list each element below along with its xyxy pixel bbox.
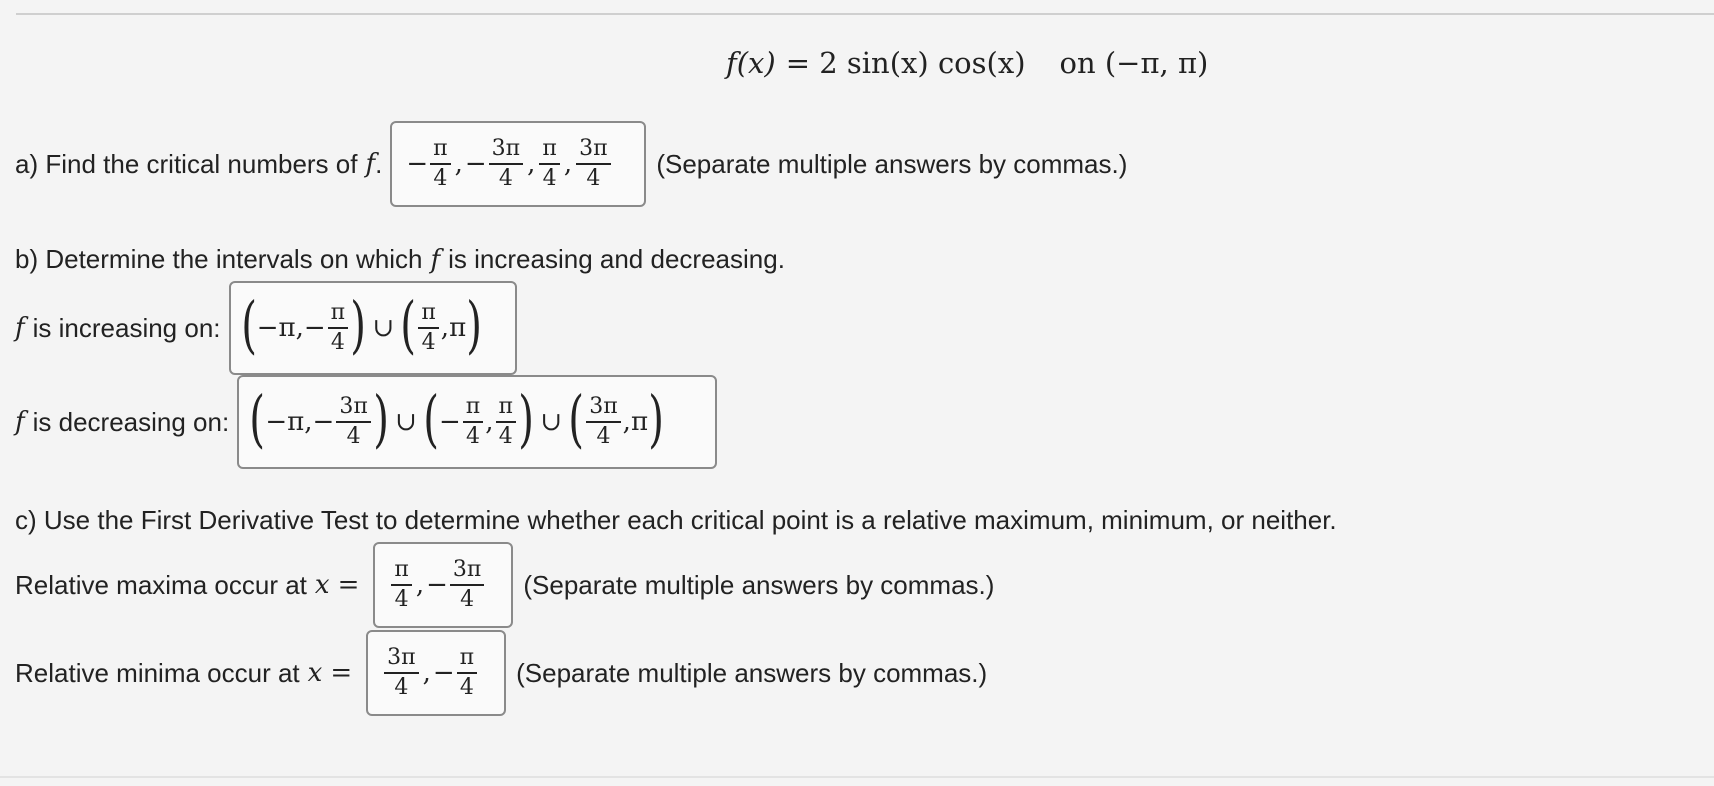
open-paren: ( xyxy=(423,382,439,455)
comma: , xyxy=(440,313,450,343)
part-b-heading xyxy=(15,244,785,275)
increasing-label: is increasing on: xyxy=(32,312,221,343)
fraction-numerator: 3π xyxy=(450,559,484,586)
decreasing-row xyxy=(15,375,717,469)
fraction xyxy=(384,647,418,699)
fraction-numerator: 3π xyxy=(384,647,418,674)
minus-sign: − xyxy=(303,313,326,343)
maxima-eq: = xyxy=(337,570,360,600)
relative-maxima-answer[interactable] xyxy=(373,542,513,628)
comma: , xyxy=(415,570,425,600)
increasing-interval-answer[interactable] xyxy=(229,281,517,375)
increasing-var: f xyxy=(15,313,25,343)
fraction: $\frac{\pi}{4}$ xyxy=(328,302,348,354)
maxima-var: x xyxy=(314,570,330,600)
minima-eq: = xyxy=(330,658,353,688)
fraction-numerator: 3π xyxy=(489,138,523,165)
fraction-numerator: π xyxy=(391,559,411,586)
fraction-denominator: 4 xyxy=(433,166,448,191)
decreasing-label: is decreasing on: xyxy=(32,406,230,437)
increasing-row xyxy=(15,281,517,375)
fraction xyxy=(457,647,477,699)
fraction-numerator: π xyxy=(430,138,450,165)
comma: , xyxy=(454,149,463,179)
part-b-heading-post: is increasing and decreasing. xyxy=(448,244,785,274)
fraction-denominator: 4 xyxy=(586,166,601,191)
minus-sign: − xyxy=(464,149,487,179)
fraction xyxy=(489,138,523,190)
fraction-numerator: π xyxy=(457,647,477,674)
maxima-label: Relative maxima occur at xyxy=(15,569,307,600)
pi: π xyxy=(630,407,649,437)
fraction-denominator: 4 xyxy=(394,587,409,612)
comma: , xyxy=(622,407,631,437)
bottom-divider xyxy=(0,776,1714,778)
fraction-numerator: 3π xyxy=(576,138,610,165)
minima-label: Relative minima occur at xyxy=(15,657,300,688)
fraction xyxy=(450,559,484,611)
fraction-denominator: 4 xyxy=(394,675,409,700)
union-symbol: ∪ xyxy=(372,313,395,343)
part-c-heading xyxy=(15,505,1337,536)
maxima-row xyxy=(15,542,994,628)
minus-sign: − xyxy=(406,149,429,179)
fraction xyxy=(391,559,411,611)
comma: , xyxy=(527,149,536,179)
part-a-var: f xyxy=(365,149,376,179)
close-paren: ) xyxy=(648,382,664,455)
part-b-heading-pre: b) Determine the intervals on which xyxy=(15,244,423,274)
part-a-row xyxy=(15,121,1127,207)
part-a-period: . xyxy=(375,148,383,179)
maxima-hint: (Separate multiple answers by commas.) xyxy=(523,569,995,600)
function-equation xyxy=(726,46,1208,80)
fraction-denominator: 4 xyxy=(460,587,475,612)
neg-pi: −π xyxy=(256,313,296,343)
close-paren: ) xyxy=(466,288,483,361)
minima-row xyxy=(15,630,987,716)
equation-lhs: f(x) xyxy=(726,46,776,80)
open-paren: ( xyxy=(400,288,417,361)
fraction: $\frac{\pi}{4}$ xyxy=(463,396,483,448)
equation-rhs: = 2 sin(x) cos(x) xyxy=(785,46,1026,80)
part-a-label: a) Find the critical numbers of xyxy=(15,148,358,179)
fraction: $\frac{3\pi}{4}$ xyxy=(336,396,370,448)
open-paren: ( xyxy=(240,288,257,361)
decreasing-interval-answer[interactable] xyxy=(237,375,717,469)
comma: , xyxy=(563,149,573,179)
close-paren: ) xyxy=(373,382,389,455)
close-paren: ) xyxy=(350,288,367,361)
fraction xyxy=(576,138,610,190)
comma: , xyxy=(304,407,313,437)
fraction xyxy=(430,138,450,190)
minus-sign: − xyxy=(312,407,335,437)
part-c-heading-text: c) Use the First Derivative Test to determine whether each critical point is a relative maximum, minimum, or neither. xyxy=(15,505,1337,535)
open-paren: ( xyxy=(568,382,584,455)
fraction-denominator: 4 xyxy=(542,166,557,191)
fraction: $\frac{\pi}{4}$ xyxy=(496,396,516,448)
close-paren: ) xyxy=(518,382,534,455)
fraction-numerator: π xyxy=(539,138,559,165)
fraction-denominator: 4 xyxy=(459,675,474,700)
union-symbol: ∪ xyxy=(395,407,417,437)
minus-sign: − xyxy=(439,407,461,437)
minus-sign: − xyxy=(432,658,455,688)
minus-sign: − xyxy=(426,570,448,600)
fraction: $\frac{\pi}{4}$ xyxy=(418,302,438,354)
open-paren: ( xyxy=(249,382,266,455)
equation-domain: on (−π, π) xyxy=(1059,46,1209,80)
minima-var: x xyxy=(307,658,323,688)
critical-numbers-answer[interactable] xyxy=(390,121,646,207)
minima-hint: (Separate multiple answers by commas.) xyxy=(516,657,988,688)
top-divider xyxy=(16,13,1714,15)
relative-minima-answer[interactable] xyxy=(366,630,506,716)
fraction: $\frac{3\pi}{4}$ xyxy=(586,396,620,448)
fraction-denominator: 4 xyxy=(498,166,513,191)
fraction xyxy=(539,138,559,190)
comma: , xyxy=(295,313,304,343)
decreasing-var: f xyxy=(15,407,25,437)
part-b-heading-var: f xyxy=(430,244,441,275)
neg-pi: −π xyxy=(265,407,305,437)
comma: , xyxy=(422,658,431,688)
part-a-hint: (Separate multiple answers by commas.) xyxy=(656,148,1128,179)
union-symbol: ∪ xyxy=(540,407,562,437)
comma: , xyxy=(485,407,494,437)
pi: π xyxy=(449,313,467,343)
